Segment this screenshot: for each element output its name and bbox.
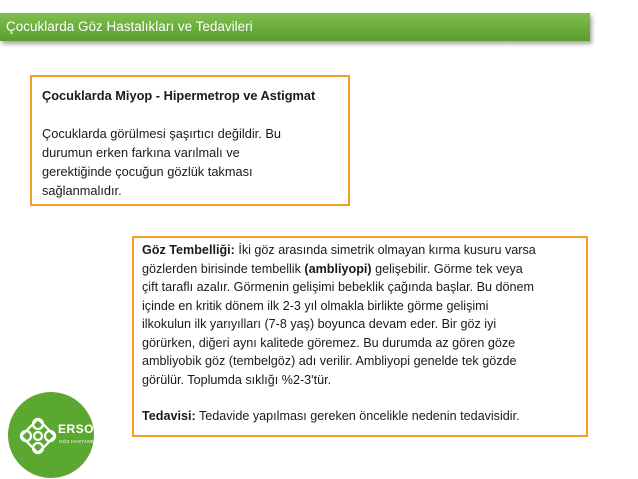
lazy-eye-text-line: ambliyobik göz (tembelgöz) adı verilir. Ambliyopi genelde tek gözde	[142, 354, 517, 368]
ersoy-logo	[8, 392, 120, 478]
lazy-eye-text-line	[142, 260, 578, 279]
treatment-line	[142, 407, 578, 426]
lazy-eye-text-fragment: gelişebilir. Görme tek veya	[371, 261, 523, 276]
logo-name: ERSOY	[58, 422, 103, 436]
lazy-eye-text-line: çift taraflı azalır. Görmenin gelişimi bebeklik çağında başlar. Bu dönem	[142, 280, 534, 294]
logo-subtitle: GÖZ HASTANESİ	[59, 439, 100, 444]
myopia-heading: Çocuklarda Miyop - Hipermetrop ve Astigmat	[42, 88, 316, 103]
myopia-text-line: sağlanmalıdır.	[42, 183, 122, 198]
lazy-eye-text-line: görürken, diğeri aynı kalitede göremez. Bu durumda az gören göze	[142, 335, 516, 350]
lazy-eye-text-line: içinde en kritik dönem ilk 2-3 yıl olmakla birlikte görme gelişimi	[142, 298, 489, 313]
page-title-bar	[0, 13, 590, 41]
treatment-term: Tedavisi:	[142, 409, 196, 423]
logo-knot-icon	[18, 416, 58, 456]
lazy-eye-info-box	[132, 236, 588, 437]
lazy-eye-term: Göz Tembelliği:	[142, 243, 235, 257]
amblyopia-term: (ambliyopi)	[304, 261, 372, 276]
myopia-text-line: Çocuklarda görülmesi şaşırtıcı değildir. Bu	[42, 126, 281, 141]
lazy-eye-text-line: ilkokulun ilk yarıyılları (7-8 yaş) boyunca devam eder. Bir göz iyi	[142, 317, 497, 331]
treatment-text: Tedavide yapılması gereken öncelikle nedenin tedavisidir.	[195, 409, 520, 423]
myopia-text-line: durumun erken farkına varılmalı ve	[42, 145, 240, 160]
myopia-info-box	[30, 75, 350, 206]
lazy-eye-text-fragment: gözlerden birisinde tembellik	[142, 261, 305, 276]
spacer	[142, 389, 578, 407]
lazy-eye-text-fragment: İki göz arasında simetrik olmayan kırma kusuru varsa	[234, 243, 536, 257]
lazy-eye-text-line: görülür. Toplumda sıklığı %2-3'tür.	[142, 372, 332, 387]
lazy-eye-text-line	[142, 241, 578, 260]
page-title: Çocuklarda Göz Hastalıkları ve Tedavileri	[6, 19, 253, 34]
myopia-text-line: gerektiğinde çocuğun gözlük takması	[42, 164, 253, 179]
